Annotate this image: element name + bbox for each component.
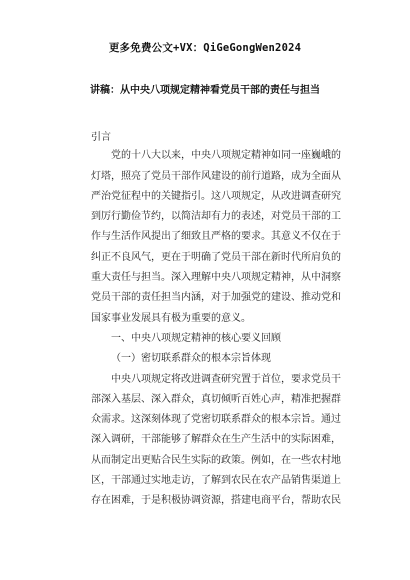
paragraph-line: 到厉行勤俭节约，以简洁却有力的表述，对党员干部的工 (91, 211, 341, 222)
paragraph-line: 从而制定出更贴合民生实际的政策。例如，在一些农村地 (91, 455, 341, 466)
paragraph-line: 党的十八大以来，中央八项规定精神如同一座巍峨的 (111, 150, 341, 161)
paragraph-line: 国家事业发展具有极为重要的意义。 (91, 313, 251, 324)
paragraph-line: 灯塔，照亮了党员干部作风建设的前行道路，成为全面从 (91, 171, 341, 182)
subsection-heading: （一）密切联系群众的根本宗旨体现 (111, 353, 271, 364)
document-title: 讲稿：从中央八项规定精神看党员干部的责任与担当 (90, 85, 320, 96)
paragraph-line: 纠正不良风气，更在于明确了党员干部在新时代所肩负的 (91, 252, 341, 263)
paragraph-line: 部深入基层、深入群众，真切倾听百姓心声，精准把握群 (91, 394, 341, 405)
paragraph-line: 深入调研，干部能够了解群众在生产生活中的实际困难， (91, 434, 341, 445)
intro-heading: 引言 (91, 132, 111, 143)
paragraph-line: 作与生活作风提出了细致且严格的要求。其意义不仅在于 (91, 231, 341, 242)
watermark-header: 更多免费公文+VX：QiGeGongWen2024 (108, 42, 302, 54)
section-heading: 一、中央八项规定精神的核心要义回顾 (111, 333, 281, 344)
paragraph-line: 存在困难，于是积极协调资源，搭建电商平台，帮助农民 (91, 495, 341, 506)
paragraph-line: 区，干部通过实地走访，了解到农民在农产品销售渠道上 (91, 475, 341, 486)
paragraph-line: 中央八项规定将改进调查研究置于首位，要求党员干 (111, 374, 341, 385)
paragraph-line: 严治党征程中的关键指引。这八项规定，从改进调查研究 (91, 191, 341, 202)
paragraph-line: 众需求。这深刻体现了党密切联系群众的根本宗旨。通过 (91, 414, 341, 425)
paragraph-line: 重大责任与担当。深入理解中央八项规定精神，从中洞察 (91, 272, 341, 283)
paragraph-line: 党员干部的责任担当内涵，对于加强党的建设、推动党和 (91, 292, 341, 303)
